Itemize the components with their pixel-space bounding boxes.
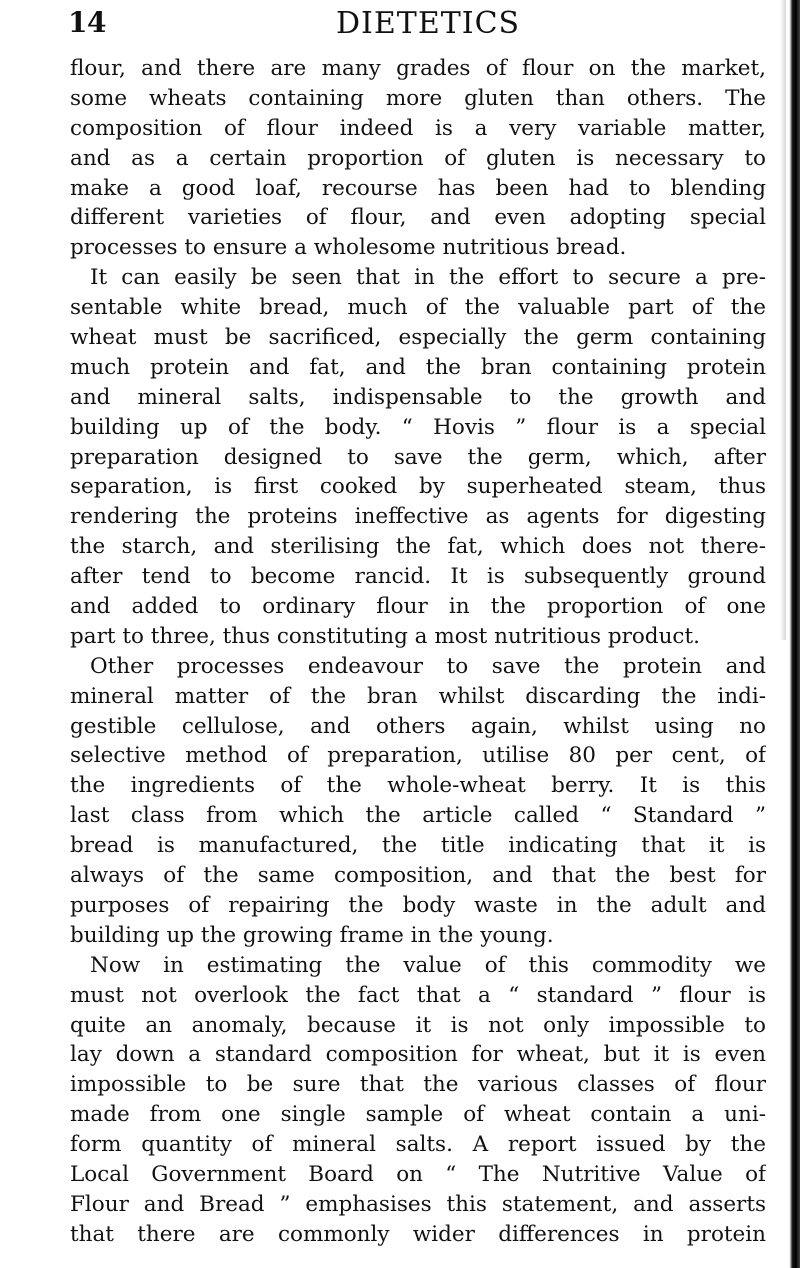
text-line: last class from which the article called “ Standard ”: [70, 803, 766, 829]
text-line: building up of the body. “ Hovis ” flour is a special: [70, 414, 766, 440]
scan-edge-artifact: [786, 0, 800, 1268]
running-head: [68, 6, 768, 40]
text-line: some wheats containing more gluten than others. The: [70, 85, 766, 111]
text-line: wheat must be sacrificed, especially the germ containing: [70, 325, 766, 351]
text-line: purposes of repairing the body waste in the adult and: [70, 892, 766, 918]
page-number: 14: [68, 6, 106, 39]
text-line: different varieties of flour, and even adopting special: [70, 205, 766, 231]
text-line: always of the same composition, and that the best for: [70, 863, 766, 889]
text-line: and as a certain proportion of gluten is necessary to: [70, 145, 766, 171]
text-line: impossible to be sure that the various classes of flour: [70, 1072, 766, 1098]
text-line: bread is manufactured, the title indicating that it is: [70, 833, 766, 859]
text-line: preparation designed to save the germ, which, after: [70, 444, 766, 470]
text-line: mineral matter of the bran whilst discarding the indi-: [70, 683, 766, 709]
text-line: that there are commonly wider differences in protein: [70, 1221, 766, 1247]
text-line: the ingredients of the whole-wheat berry. It is this: [70, 773, 766, 799]
text-line: and mineral salts, indispensable to the growth and: [70, 384, 766, 410]
text-line: Other processes endeavour to save the protein and: [90, 653, 766, 679]
text-line: after tend to become rancid. It is subsequently ground: [70, 564, 766, 590]
text-line: lay down a standard composition for wheat, but it is even: [70, 1042, 766, 1068]
text-line: make a good loaf, recourse has been had to blending: [70, 175, 766, 201]
text-line: the starch, and sterilising the fat, which does not there-: [70, 534, 766, 560]
running-title: DIETETICS: [336, 6, 521, 41]
text-line: composition of flour indeed is a very variable matter,: [70, 115, 766, 141]
text-line: selective method of preparation, utilise 80 per cent, of: [70, 743, 766, 769]
text-line: Now in estimating the value of this commodity we: [90, 952, 766, 978]
text-line: part to three, thus constituting a most nutritious product.: [70, 623, 700, 649]
text-line: rendering the proteins ineffective as agents for digesting: [70, 504, 766, 530]
text-line: made from one single sample of wheat contain a uni-: [70, 1102, 766, 1128]
text-line: processes to ensure a wholesome nutritious bread.: [70, 235, 627, 261]
text-line: must not overlook the fact that a “ standard ” flour is: [70, 982, 766, 1008]
text-line: Local Government Board on “ The Nutritive Value of: [70, 1161, 766, 1187]
text-line: It can easily be seen that in the effort to secure a pre-: [90, 265, 766, 291]
text-line: much protein and fat, and the bran containing protein: [70, 354, 766, 380]
text-line: form quantity of mineral salts. A report issued by the: [70, 1132, 766, 1158]
text-line: gestible cellulose, and others again, whilst using no: [70, 713, 766, 739]
text-line: sentable white bread, much of the valuable part of the: [70, 295, 766, 321]
text-line: flour, and there are many grades of flour on the market,: [70, 56, 766, 81]
body-text: [70, 54, 766, 1250]
text-line: separation, is first cooked by superheated steam, thus: [70, 474, 766, 500]
text-line: and added to ordinary flour in the proportion of one: [70, 594, 766, 620]
text-line: quite an anomaly, because it is not only impossible to: [70, 1012, 766, 1038]
text-line: Flour and Bread ” emphasises this statement, and asserts: [70, 1191, 766, 1217]
text-line: building up the growing frame in the young.: [70, 922, 554, 948]
